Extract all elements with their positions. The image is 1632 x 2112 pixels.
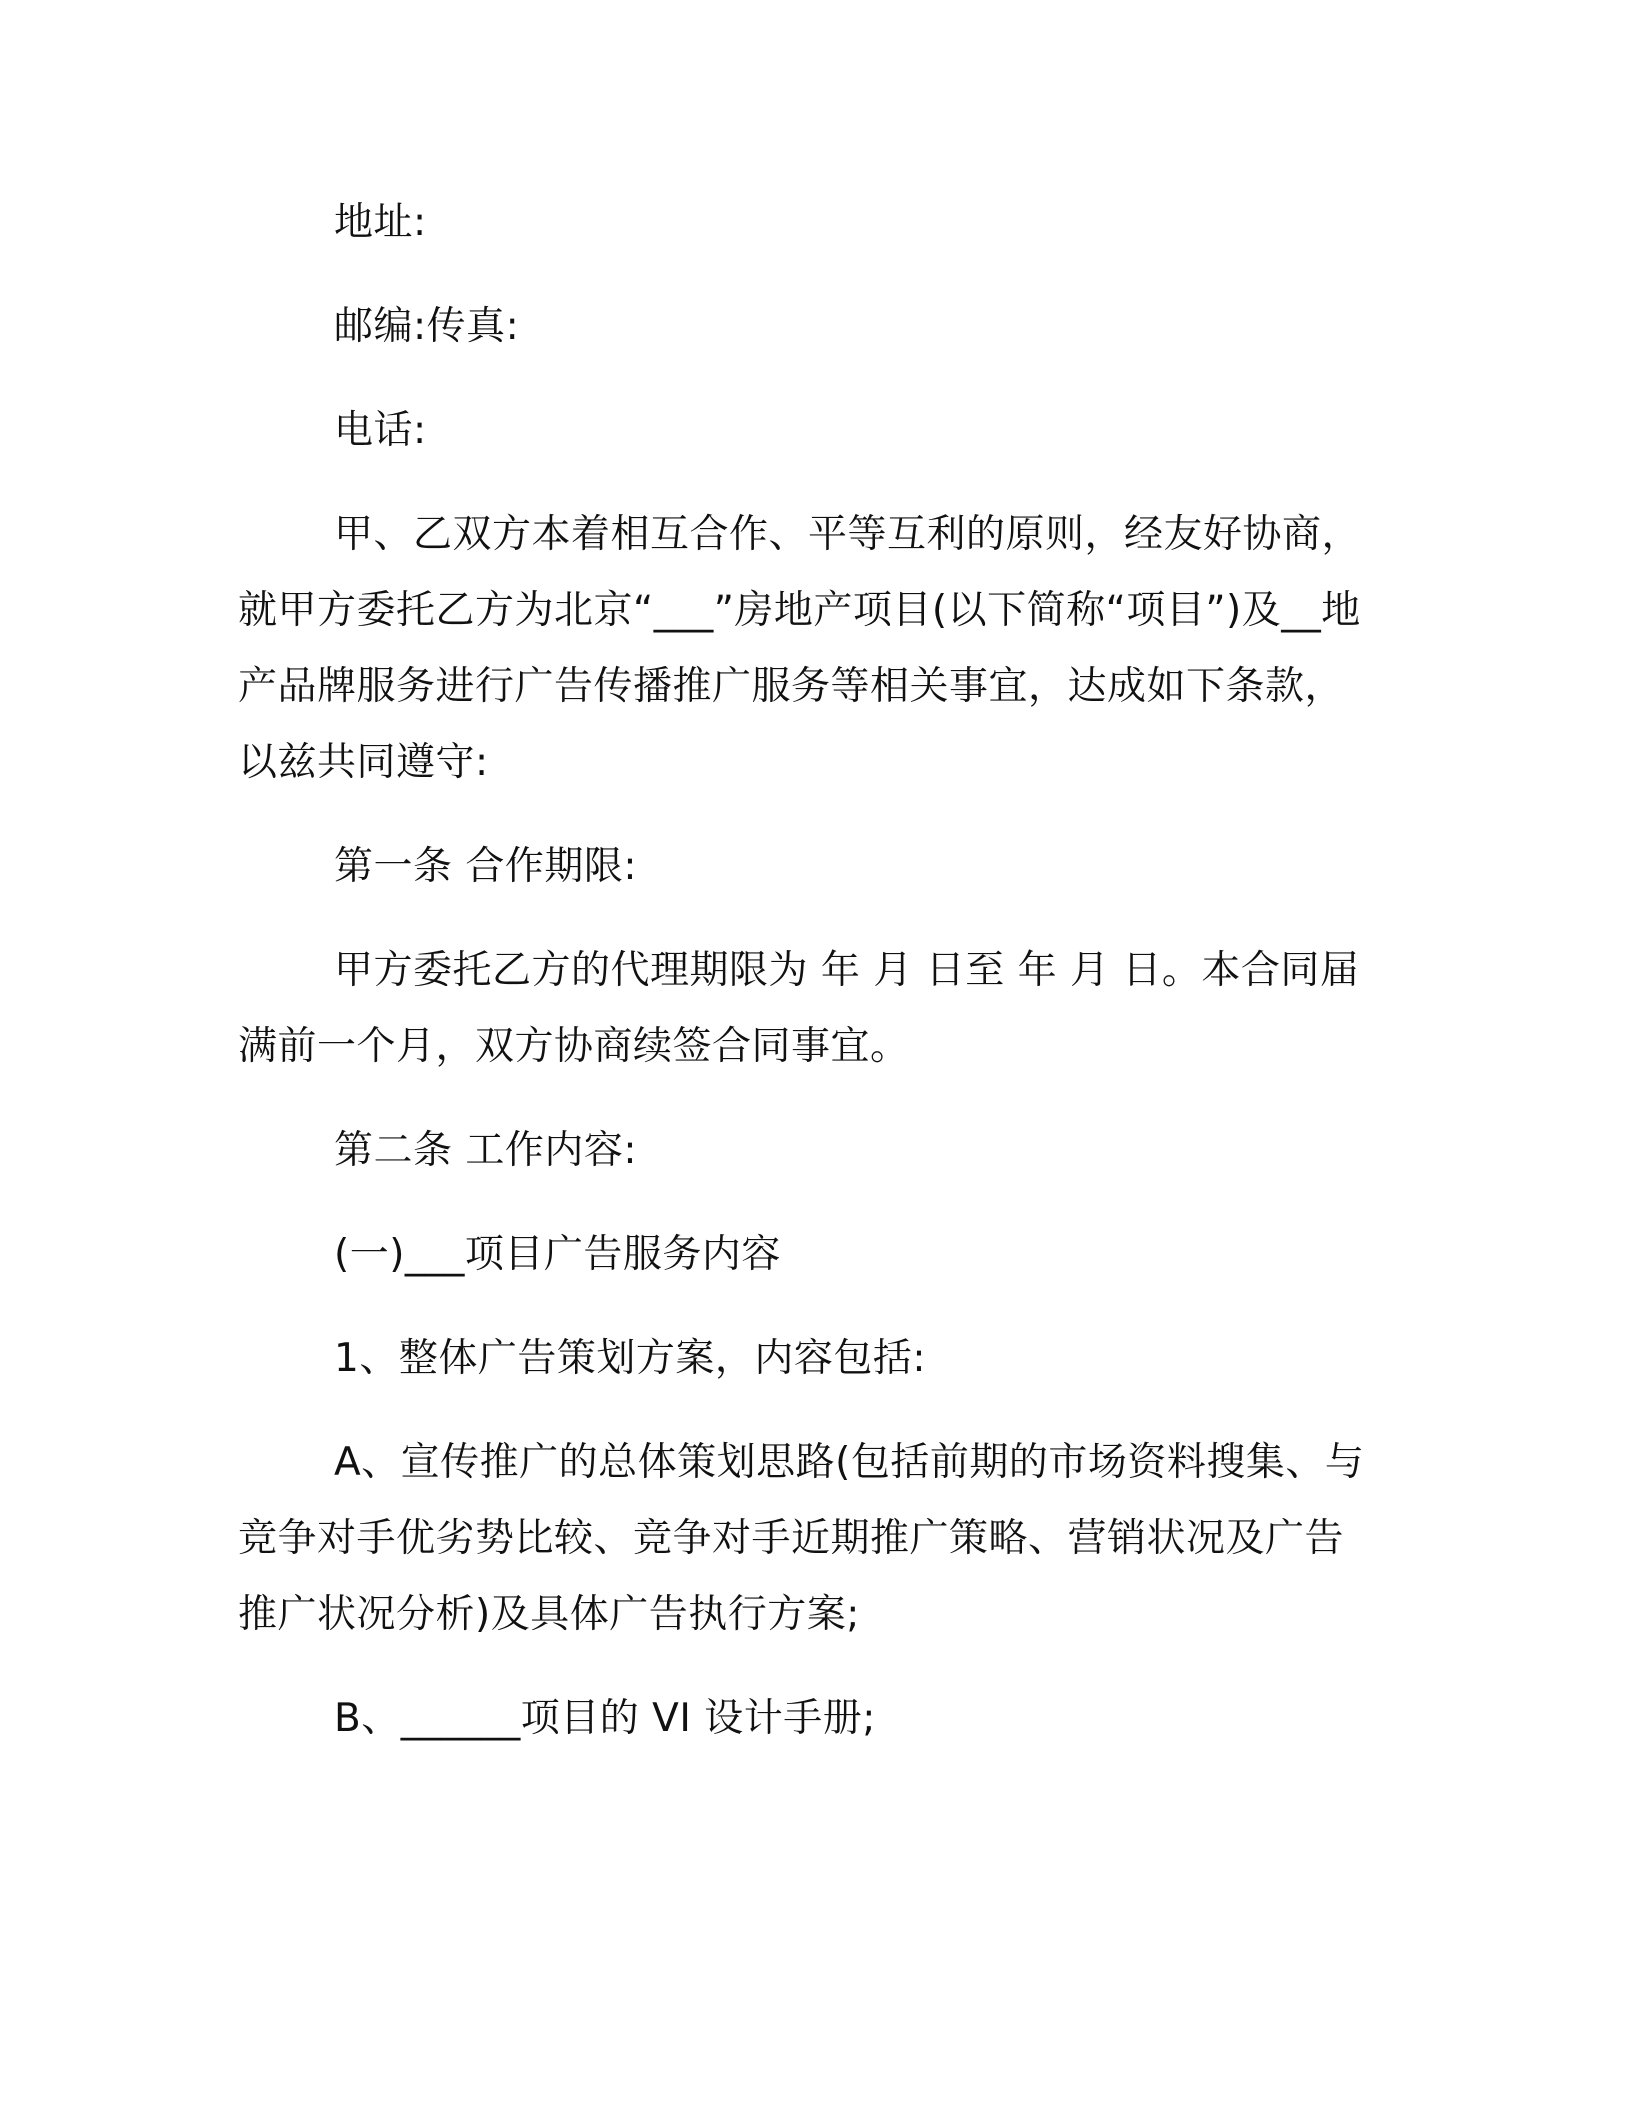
phone-line: 电话: [334, 408, 427, 453]
item-one-paragraph: 1、整体广告策划方案，内容包括: [334, 1336, 926, 1381]
postcode-fax-line: 邮编:传真: [334, 304, 520, 349]
document-body [238, 185, 1376, 1757]
item-a-paragraph: A、宣传推广的总体策划思路(包括前期的市场资料搜集、与竞争对手优劣势比较、竞争对手近期推广策略、营销状况及广告推广状况分析)及具体广告执行方案; [238, 1440, 1365, 1637]
article-one-heading: 第一条 合作期限: [334, 844, 638, 889]
section-one-heading: (一)___项目广告服务内容 [334, 1232, 781, 1277]
term-paragraph: 甲方委托乙方的代理期限为 年 月 日至 年 月 日。本合同届满前一个月，双方协商续签合同事宜。 [238, 948, 1360, 1069]
item-b-paragraph: B、______项目的 VI 设计手册; [334, 1696, 876, 1741]
preamble-paragraph: 甲、乙双方本着相互合作、平等互利的原则，经友好协商，就甲方委托乙方为北京“___”房地产项目(以下简称“项目”)及__地产品牌服务进行广告传播推广服务等相关事宜，达成如下条款，以兹共同遵守: [238, 512, 1362, 785]
article-two-heading: 第二条 工作内容: [334, 1128, 638, 1173]
address-line: 地址: [334, 200, 427, 245]
